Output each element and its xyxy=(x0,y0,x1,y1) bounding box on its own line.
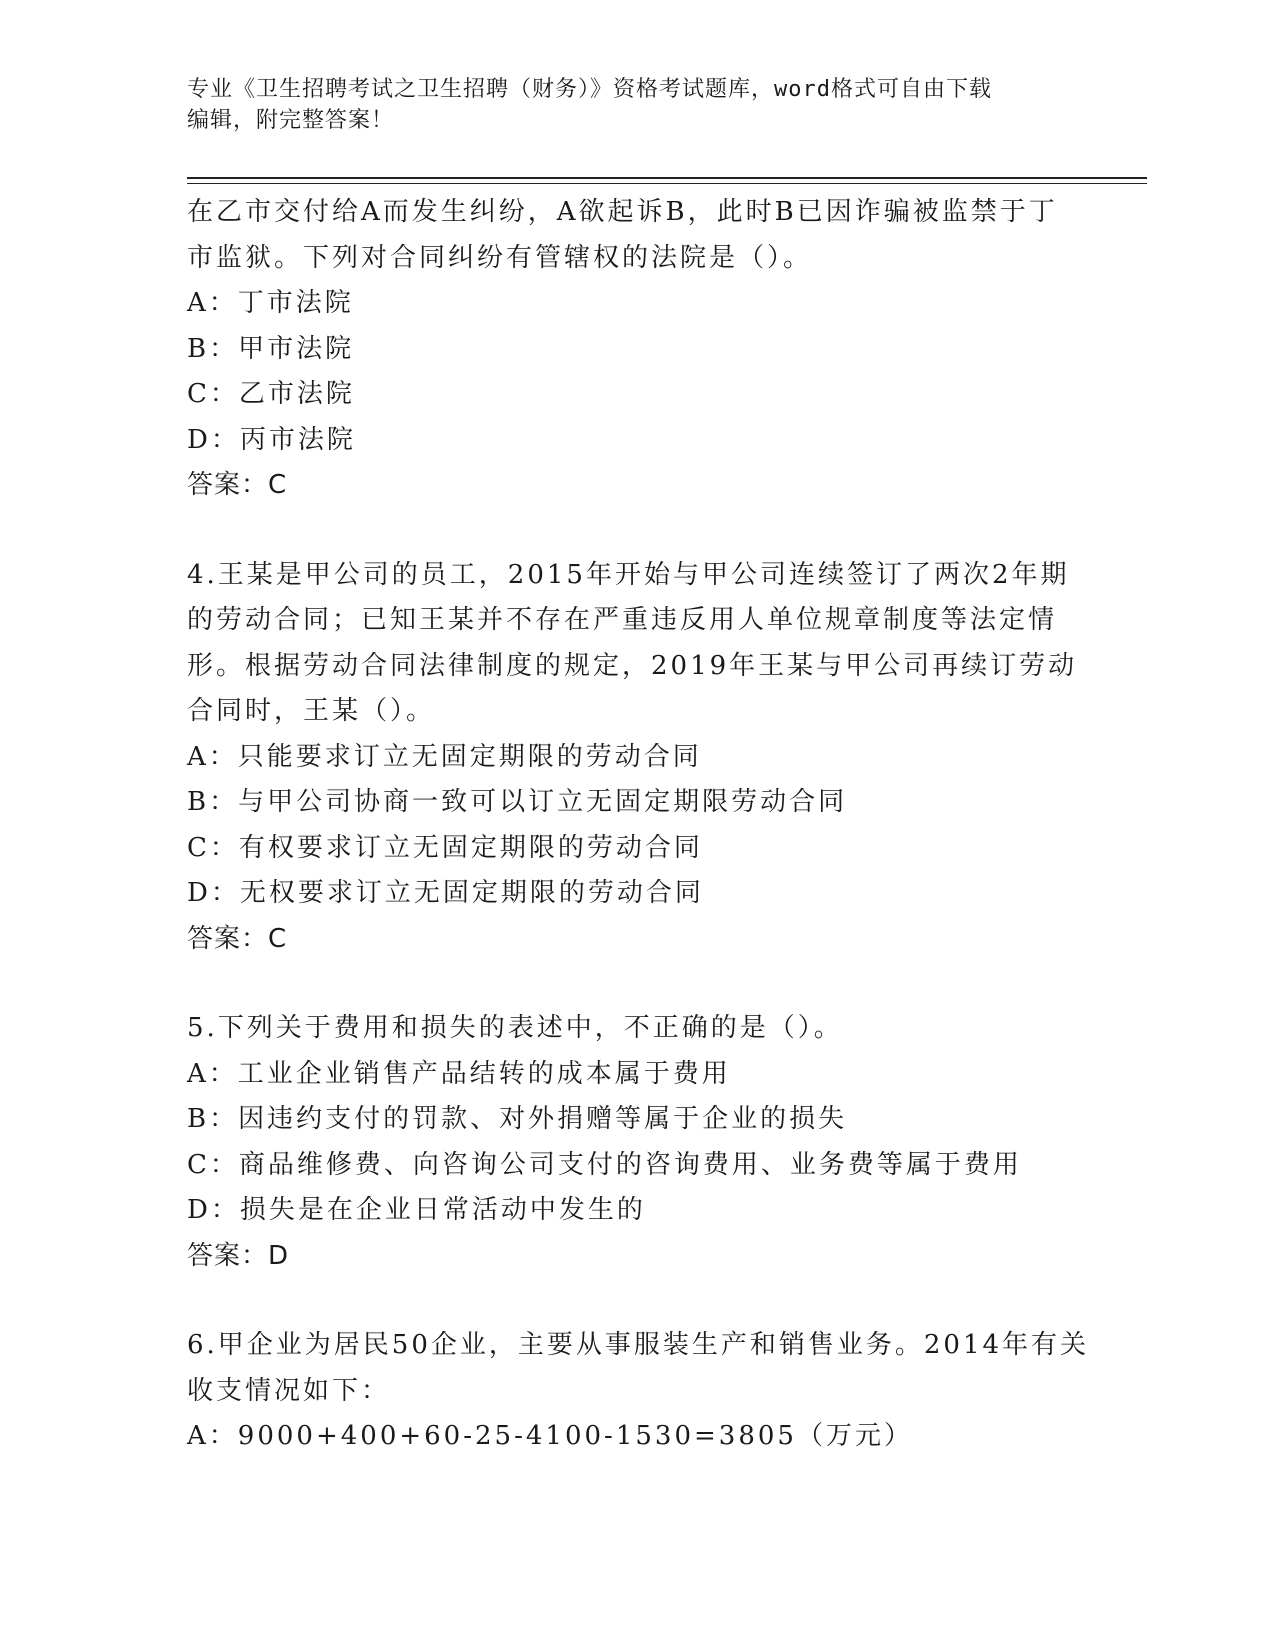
question-stem-line: 4.王某是甲公司的员工，2015年开始与甲公司连续签订了两次2年期 xyxy=(187,559,1070,590)
option-a: A：工业企业销售产品结转的成本属于费用 xyxy=(187,1058,731,1089)
answer-label: 答案：C xyxy=(187,923,288,954)
question-stem-line: 合同时，王某（）。 xyxy=(187,696,436,726)
question-6 xyxy=(187,1323,1147,1460)
question-spacer xyxy=(187,962,1147,1006)
option-b: B：与甲公司协商一致可以订立无固定期限劳动合同 xyxy=(187,787,848,817)
question-stem-line: 的劳动合同；已知王某并不存在严重违反用人单位规章制度等法定情 xyxy=(187,605,1058,635)
option-c: C：有权要求订立无固定期限的劳动合同 xyxy=(187,832,703,863)
question-5 xyxy=(187,1006,1147,1279)
header-rule-thin xyxy=(187,183,1147,184)
question-list xyxy=(187,190,1147,1460)
question-stem-line: 收支情况如下： xyxy=(187,1375,391,1406)
question-stem-line: 5.下列关于费用和损失的表述中，不正确的是（）。 xyxy=(187,1013,843,1043)
question-4 xyxy=(187,553,1147,963)
header-line-1: 专业《卫生招聘考试之卫生招聘（财务）》资格考试题库，word格式可自由下载 xyxy=(187,77,992,102)
option-a: A：丁市法院 xyxy=(187,288,354,318)
question-spacer xyxy=(187,1279,1147,1323)
header-line-2: 编辑，附完整答案！ xyxy=(187,108,395,133)
option-c: C：商品维修费、向咨询公司支付的咨询费用、业务费等属于费用 xyxy=(187,1149,1022,1180)
question-spacer xyxy=(187,509,1147,553)
question-stem-line: 在乙市交付给A而发生纠纷，A欲起诉B，此时B已因诈骗被监禁于丁 xyxy=(187,197,1058,227)
answer-label: 答案：D xyxy=(187,1240,290,1271)
question-stem-line: 市监狱。下列对合同纠纷有管辖权的法院是（）。 xyxy=(187,242,813,273)
option-a: A：9000+400+60-25-4100-1530=3805（万元） xyxy=(187,1421,913,1451)
option-d: D：无权要求订立无固定期限的劳动合同 xyxy=(187,878,704,908)
header-rule-thick xyxy=(187,177,1147,179)
document-header xyxy=(187,74,1067,136)
option-b: B：因违约支付的罚款、对外捐赠等属于企业的损失 xyxy=(187,1104,848,1134)
question-stem-line: 6.甲企业为居民50企业，主要从事服装生产和销售业务。2014年有关 xyxy=(187,1330,1090,1360)
option-c: C：乙市法院 xyxy=(187,379,355,409)
question-3 xyxy=(187,190,1147,509)
question-stem-line: 形。根据劳动合同法律制度的规定，2019年王某与甲公司再续订劳动 xyxy=(187,650,1078,681)
option-b: B：甲市法院 xyxy=(187,333,355,364)
answer-label: 答案：C xyxy=(187,470,288,500)
option-a: A：只能要求订立无固定期限的劳动合同 xyxy=(187,741,702,772)
option-d: D：损失是在企业日常活动中发生的 xyxy=(187,1195,646,1225)
option-d: D：丙市法院 xyxy=(187,424,356,455)
